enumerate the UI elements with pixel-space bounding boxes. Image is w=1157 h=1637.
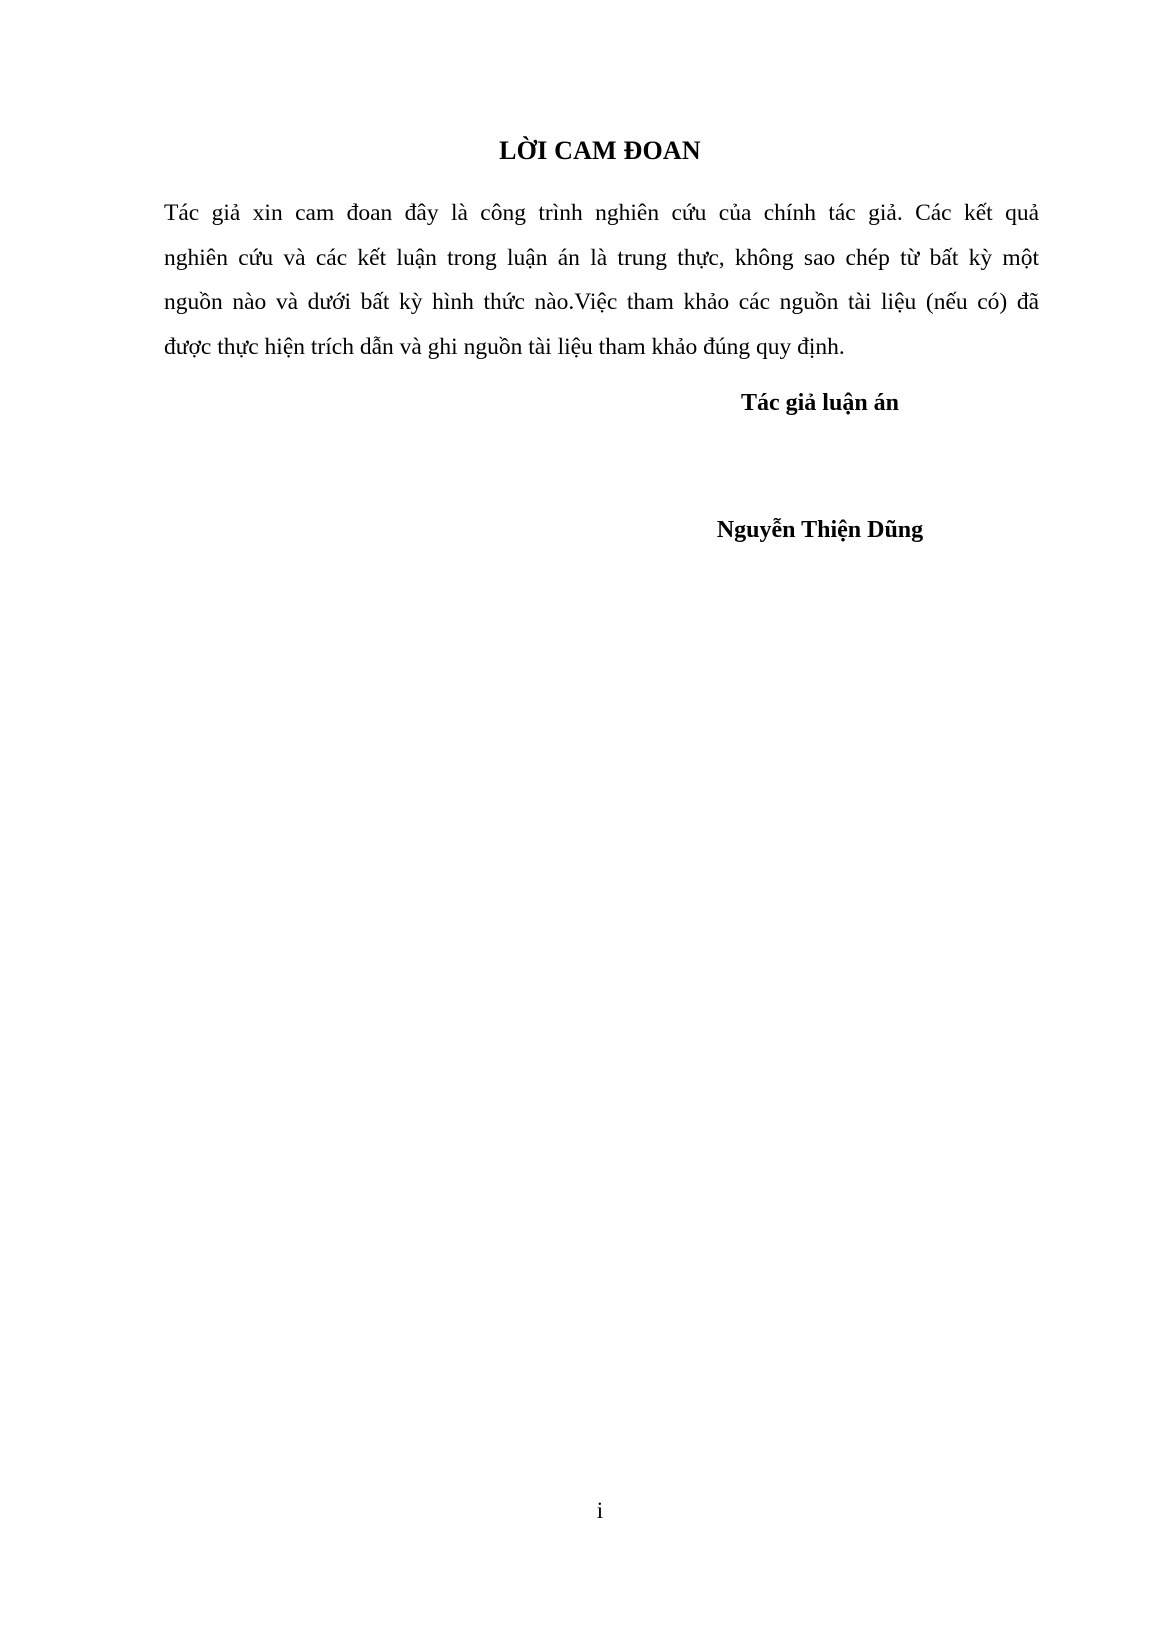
paragraph-line: nghiên cứu và các kết luận trong luận án là trung thực, không sao chép từ bất kỳ một xyxy=(164,244,1039,271)
signature-role: Tác giả luận án xyxy=(740,390,900,416)
signature-name: Nguyễn Thiện Dũng xyxy=(716,517,924,543)
paragraph-line: Tác giả xin cam đoan đây là công trình nghiên cứu của chính tác giả. Các kết quả xyxy=(164,200,1039,226)
page-title: LỜI CAM ĐOAN xyxy=(499,136,701,165)
declaration-paragraph xyxy=(164,191,1039,369)
paragraph-line: nguồn nào và dưới bất kỳ hình thức nào.Việc tham khảo các nguồn tài liệu (nếu có) đã xyxy=(164,289,1039,315)
page-number: i xyxy=(596,1498,604,1523)
paragraph-line: được thực hiện trích dẫn và ghi nguồn tài liệu tham khảo đúng quy định. xyxy=(164,333,845,360)
